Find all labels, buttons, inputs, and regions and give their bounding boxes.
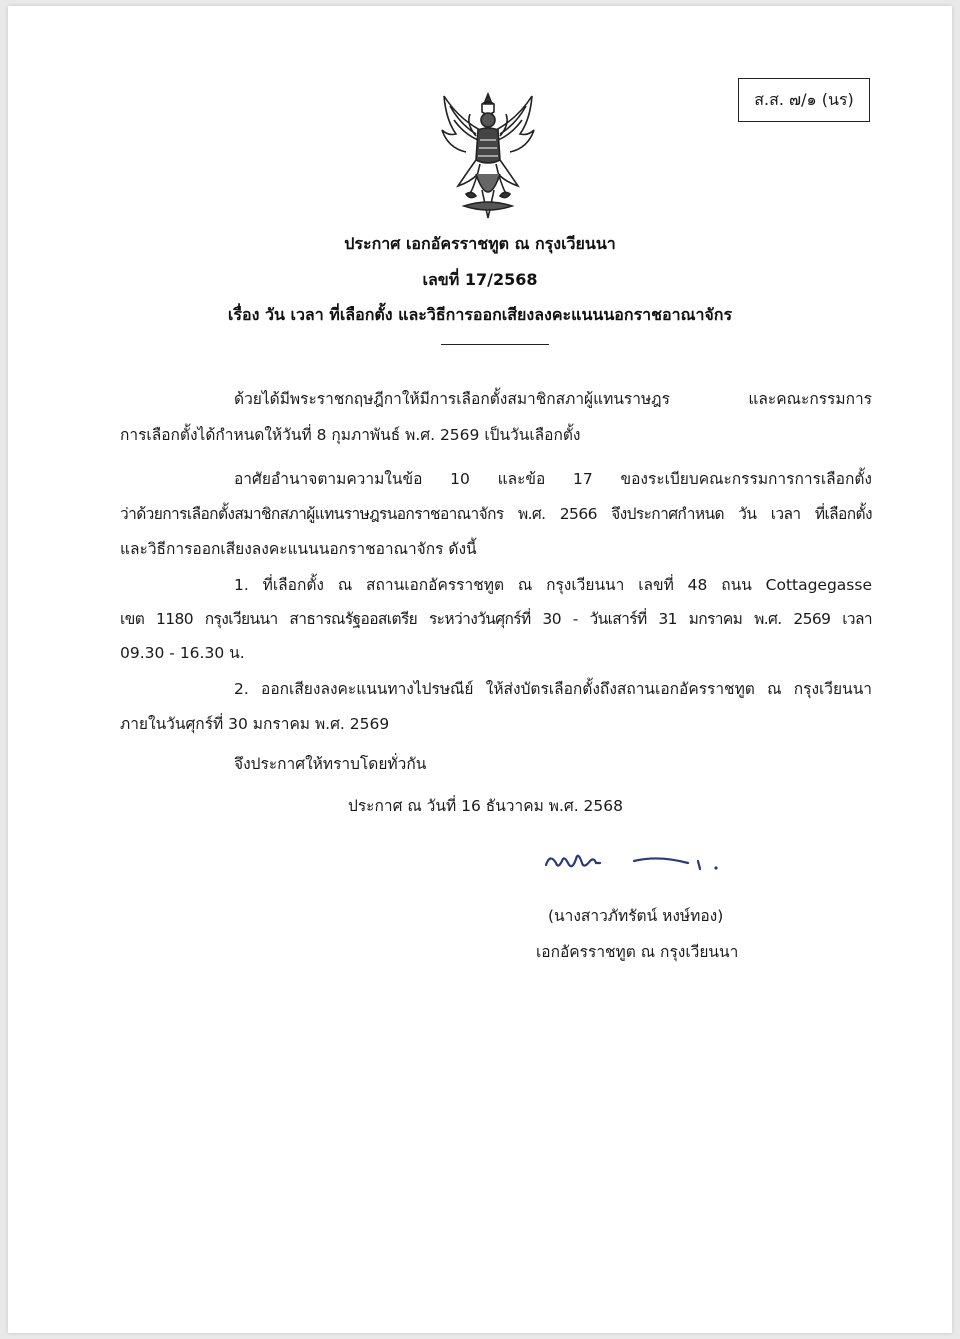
paragraph2-line1: อาศัยอำนาจตามความในข้อ 10 และข้อ 17 ของระเบียบคณะกรรมการการเลือกตั้ง (234, 470, 872, 488)
announcement-number: เลขที่ 17/2568 (422, 270, 538, 289)
signature-image (538, 841, 728, 881)
garuda-emblem-icon (436, 90, 540, 226)
closing-statement: จึงประกาศให้ทราบโดยทั่วกัน (234, 755, 427, 773)
paragraph1-line1: ด้วยได้มีพระราชกฤษฎีกาให้มีการเลือกตั้งสมาชิกสภาผู้แทนราษฎร และคณะกรรมการ (234, 390, 872, 408)
paragraph2-line2: ว่าด้วยการเลือกตั้งสมาชิกสภาผู้แทนราษฎรนอกราชอาณาจักร พ.ศ. 2566 จึงประกาศกำหนด วัน เวลา ที่เลือกตั้ง (120, 505, 872, 523)
signatory-position: เอกอัครราชทูต ณ กรุงเวียนนา (536, 943, 739, 961)
paragraph1-line2: การเลือกตั้งได้กำหนดให้วันที่ 8 กุมภาพันธ์ พ.ศ. 2569 เป็นวันเลือกตั้ง (120, 426, 581, 444)
signatory-name: (นางสาวภัทรัตน์ หงษ์ทอง) (548, 907, 724, 925)
item1-line2: เขต 1180 กรุงเวียนนา สาธารณรัฐออสเตรีย ระหว่างวันศุกร์ที่ 30 - วันเสาร์ที่ 31 มกราคม พ.ศ. 2569 เวลา (120, 610, 872, 628)
announcement-title: ประกาศ เอกอัครราชทูต ณ กรุงเวียนนา (344, 234, 616, 253)
paragraph2-line3: และวิธีการออกเสียงลงคะแนนนอกราชอาณาจักร ดังนี้ (120, 540, 477, 558)
item1-line1: 1. ที่เลือกตั้ง ณ สถานเอกอัครราชทูต ณ กรุงเวียนนา เลขที่ 48 ถนน Cottagegasse (234, 576, 872, 594)
title-divider (441, 344, 549, 345)
item2-line2: ภายในวันศุกร์ที่ 30 มกราคม พ.ศ. 2569 (120, 715, 390, 733)
document-page (8, 6, 952, 1333)
announcement-date: ประกาศ ณ วันที่ 16 ธันวาคม พ.ศ. 2568 (348, 797, 624, 815)
item2-line1: 2. ออกเสียงลงคะแนนทางไปรษณีย์ ให้ส่งบัตรเลือกตั้งถึงสถานเอกอัครราชทูต ณ กรุงเวียนนา (234, 680, 872, 698)
form-code-box: ส.ส. ๗/๑ (นร) (738, 78, 870, 122)
item1-line3: 09.30 - 16.30 น. (120, 644, 245, 662)
announcement-subject: เรื่อง วัน เวลา ที่เลือกตั้ง และวิธีการออกเสียงลงคะแนนนอกราชอาณาจักร (227, 305, 733, 324)
